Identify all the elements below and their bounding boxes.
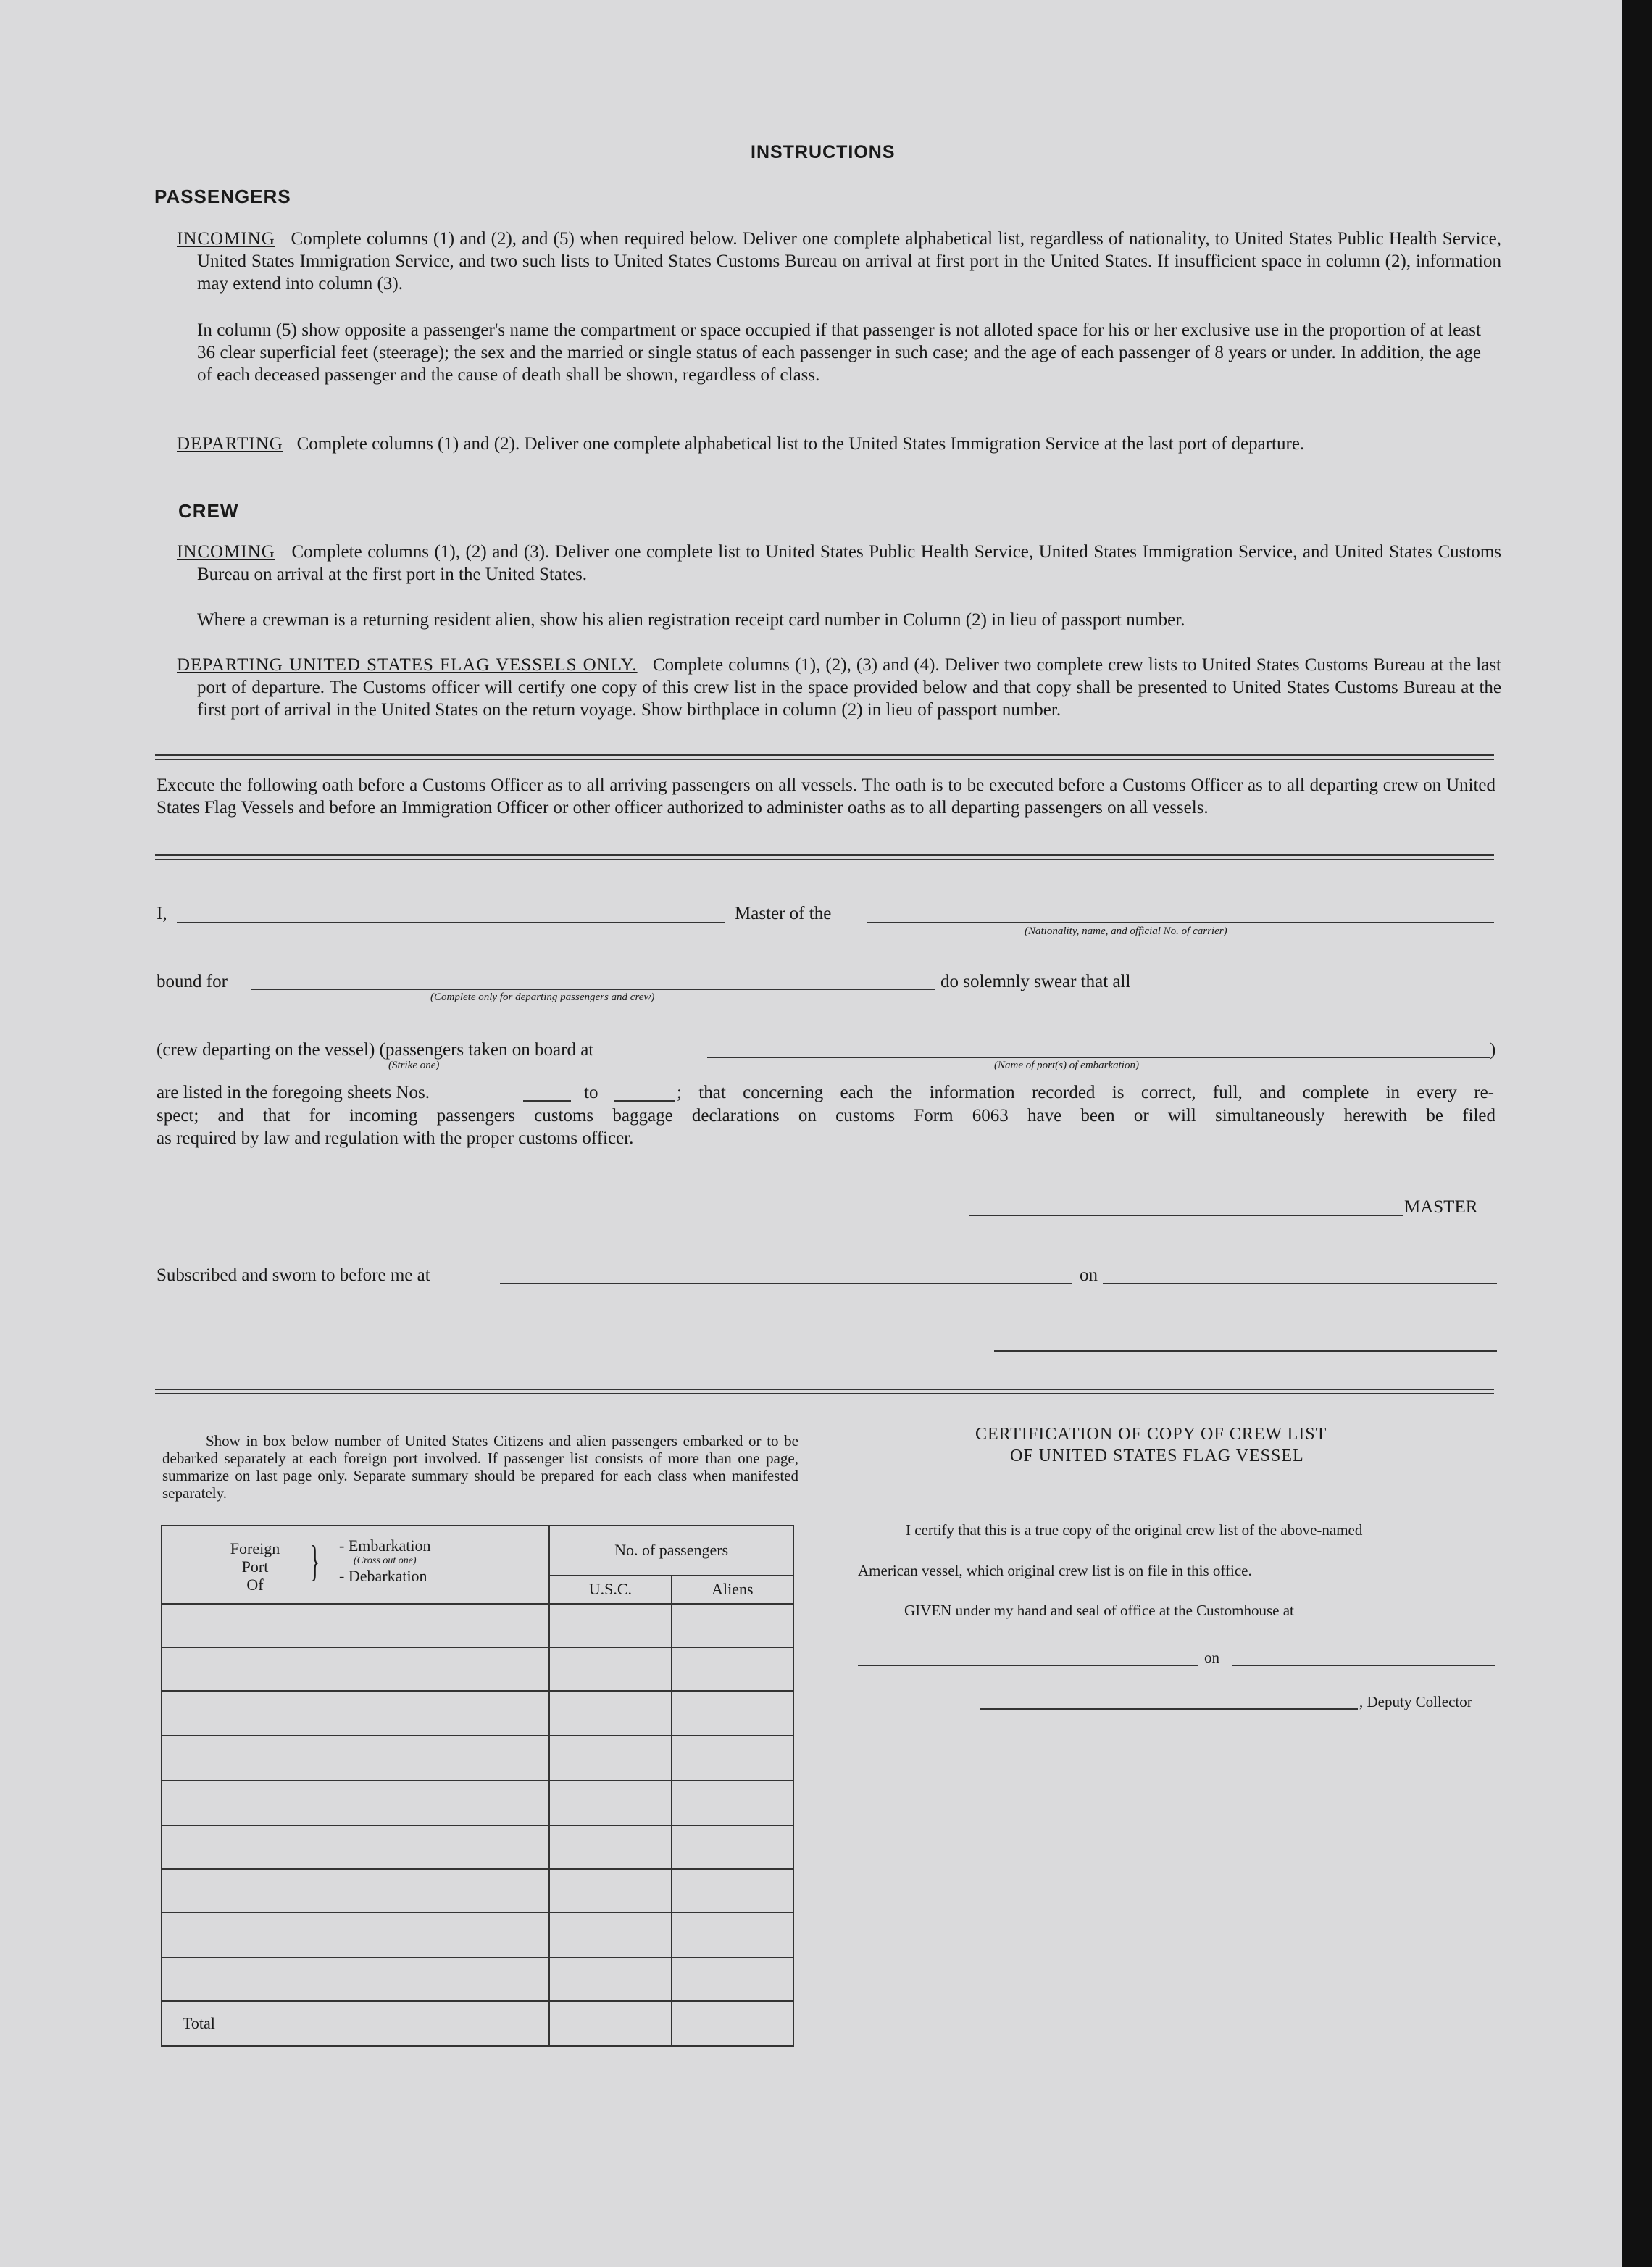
deputy-collector-label: , Deputy Collector (1359, 1693, 1472, 1710)
embarkation-field[interactable] (707, 1057, 1490, 1058)
certification-line-3: GIVEN under my hand and seal of office at the Customhouse at (904, 1602, 1294, 1619)
aliens-cell[interactable] (672, 1913, 793, 1958)
port-cell[interactable] (162, 1781, 549, 1826)
aliens-total-cell[interactable] (672, 2001, 793, 2046)
passenger-summary-table (161, 1525, 794, 2047)
crew-incoming-text: Complete columns (1), (2) and (3). Deliver one complete list to United States Public Health Service, United States Immigration Service, and United States Customs Bureau on arrival at the first port in the United States. (197, 542, 1502, 584)
subscribed-label: Subscribed and sworn to before me at (157, 1265, 430, 1285)
usc-header: U.S.C. (549, 1576, 671, 1604)
crew-departing-paragraph (177, 654, 1501, 721)
no-passengers-header: No. of passengers (549, 1526, 793, 1576)
total-label: Total (162, 2001, 549, 2046)
certification-line-1: I certify that this is a true copy of the original crew list of the above-named (906, 1521, 1363, 1539)
summary-instructions: Show in box below number of United States Citizens and alien passengers embarked or to be debarked separately at each foreign port involved. If passenger list consists of more than one page, summarize on last page only. Separate summary should be prepared for each class when manifested separately. (162, 1432, 798, 1502)
certification-date-field[interactable] (1232, 1665, 1495, 1666)
usc-cell[interactable] (549, 1869, 671, 1913)
aliens-cell[interactable] (672, 1691, 793, 1736)
port-cell[interactable] (162, 1913, 549, 1958)
listed-text-a: are listed in the foregoing sheets Nos. (157, 1083, 430, 1102)
usc-cell[interactable] (549, 1913, 671, 1958)
port-cell[interactable] (162, 1869, 549, 1913)
passengers-incoming-text: Complete columns (1) and (2), and (5) when required below. Deliver one complete alphabetical list, regardless of nationality, to United States Public Health Service, United States Immigration Service, and two such lists to United States Customs Bureau on arrival at first port in the United States. If insufficient space in column (2), information may extend into column (3). (197, 229, 1502, 294)
usc-cell[interactable] (549, 1604, 671, 1647)
master-signature-field[interactable] (969, 1215, 1403, 1216)
passengers-incoming-label: INCOMING (177, 229, 275, 249)
table-row (162, 1691, 793, 1736)
table-row (162, 1647, 793, 1691)
listed-text-d: as required by law and regulation with the proper customs officer. (157, 1128, 634, 1148)
oath-intro: Execute the following oath before a Customs Officer as to all arriving passengers on all vessels. The oath is to be executed before a Customs Officer as to all departing crew on United States Flag Vessels and before an Immigration Officer or other officer authorized to administer oaths as to all departing passengers on all vessels. (157, 775, 1495, 818)
master-name-field[interactable] (177, 922, 725, 923)
usc-cell[interactable] (549, 1691, 671, 1736)
carrier-caption: (Nationality, name, and official No. of carrier) (1025, 925, 1227, 937)
aliens-header: Aliens (672, 1576, 793, 1604)
certification-on-label: on (1204, 1649, 1219, 1666)
passengers-departing-label: DEPARTING (177, 434, 283, 454)
oath-i-label: I, (157, 904, 167, 923)
master-of-the-label: Master of the (735, 904, 832, 923)
aliens-cell[interactable] (672, 1604, 793, 1647)
usc-cell[interactable] (549, 1781, 671, 1826)
sheet-to-field[interactable] (614, 1100, 675, 1102)
crew-departing-label: DEPARTING UNITED STATES FLAG VESSELS ONLY. (177, 655, 638, 675)
listed-to: to (584, 1083, 598, 1102)
crew-heading: CREW (178, 500, 239, 522)
certification-line-2: American vessel, which original crew list is on file in this office. (858, 1562, 1252, 1579)
port-label: Port (241, 1557, 269, 1576)
table-row (162, 1826, 793, 1869)
debarkation-option[interactable]: - Debarkation (339, 1567, 427, 1585)
of-label: Of (246, 1576, 264, 1594)
customhouse-field[interactable] (858, 1665, 1198, 1666)
embarkation-option[interactable]: - Embarkation (339, 1536, 431, 1555)
usc-cell[interactable] (549, 1736, 671, 1781)
bound-for-field[interactable] (251, 989, 935, 990)
listed-text-c: spect; and that for incoming passengers customs baggage declarations on customs Form 6063 have been or will simultaneously herewith be filed (157, 1106, 1495, 1126)
sheet-from-field[interactable] (523, 1100, 571, 1102)
total-row (162, 2001, 793, 2046)
crew-incoming-paragraph (177, 541, 1501, 586)
carrier-field[interactable] (867, 922, 1494, 923)
passengers-departing-text: Complete columns (1) and (2). Deliver one complete alphabetical list to the United States Immigration Service at the last port of departure. (296, 434, 1305, 454)
passengers-departing-paragraph (177, 433, 1501, 455)
scan-border (1622, 0, 1652, 2267)
table-row (162, 1604, 793, 1647)
sworn-on-label: on (1080, 1265, 1098, 1285)
table-row (162, 1913, 793, 1958)
crew-departing-label: (crew departing on the vessel) (passengers taken on board at (157, 1040, 594, 1060)
table-row (162, 1869, 793, 1913)
strike-caption: (Strike one) (388, 1060, 440, 1071)
aliens-cell[interactable] (672, 1958, 793, 2001)
crew-resident-paragraph: Where a crewman is a returning resident alien, show his alien registration receipt card number in Column (2) in lieu of passport number. (197, 610, 1185, 630)
crew-departing-text: Complete columns (1), (2), (3) and (4). Deliver two complete crew lists to United States Customs Bureau at the last port of departure. The Customs officer will certify one copy of this crew list in the space provided below and that copy shall be presented to United States Customs Bureau at the first port of arrival in the United States on the return voyage. Show birthplace in column (2) in lieu of passport number. (197, 655, 1502, 720)
aliens-cell[interactable] (672, 1647, 793, 1691)
port-cell[interactable] (162, 1604, 549, 1647)
port-cell[interactable] (162, 1736, 549, 1781)
usc-cell[interactable] (549, 1958, 671, 2001)
aliens-cell[interactable] (672, 1869, 793, 1913)
swear-label: do solemnly swear that all (940, 972, 1131, 991)
port-cell[interactable] (162, 1826, 549, 1869)
port-cell[interactable] (162, 1691, 549, 1736)
table-row (162, 1958, 793, 2001)
officer-signature-field[interactable] (994, 1350, 1497, 1352)
instructions-title: INSTRUCTIONS (751, 142, 896, 162)
usc-total-cell[interactable] (549, 2001, 671, 2046)
sworn-date-field[interactable] (1103, 1283, 1497, 1284)
divider (155, 1389, 1494, 1394)
aliens-cell[interactable] (672, 1736, 793, 1781)
foreign-label: Foreign (230, 1539, 280, 1557)
listed-text-b: ; that concerning each the information recorded is correct, full, and complete in every re- (677, 1083, 1494, 1102)
divider (155, 754, 1494, 760)
aliens-cell[interactable] (672, 1826, 793, 1869)
cross-out-note: (Cross out one) (354, 1555, 417, 1566)
brace-icon: } (309, 1537, 320, 1585)
usc-cell[interactable] (549, 1647, 671, 1691)
bound-for-label: bound for (157, 972, 228, 991)
table-row (162, 1781, 793, 1826)
aliens-cell[interactable] (672, 1781, 793, 1826)
sworn-place-field[interactable] (500, 1283, 1072, 1284)
table-header-row (162, 1526, 793, 1576)
table-row (162, 1736, 793, 1781)
close-paren: ) (1490, 1040, 1496, 1060)
passengers-column5-paragraph: In column (5) show opposite a passenger's name the compartment or space occupied if that passenger is not alloted space for his or her exclusive use in the proportion of at least 36 clear superficial feet (steerage); the sex and the married or single status of each passenger in such case; and the age of each passenger of 8 years or under. In addition, the age of each deceased passenger and the cause of death shall be shown, regardless of class. (197, 320, 1481, 385)
port-cell[interactable] (162, 1647, 549, 1691)
passengers-incoming-paragraph (177, 228, 1501, 295)
divider (155, 854, 1494, 860)
certification-title-2: OF UNITED STATES FLAG VESSEL (1010, 1447, 1304, 1465)
passengers-heading: PASSENGERS (154, 186, 291, 207)
certification-title-1: CERTIFICATION OF COPY OF CREW LIST (975, 1425, 1327, 1444)
master-label: MASTER (1404, 1197, 1478, 1217)
bound-for-caption: (Complete only for departing passengers and crew) (430, 991, 655, 1003)
crew-incoming-label: INCOMING (177, 542, 275, 562)
deputy-signature-field[interactable] (980, 1708, 1358, 1710)
embarkation-caption: (Name of port(s) of embarkation) (994, 1060, 1139, 1071)
usc-cell[interactable] (549, 1826, 671, 1869)
port-cell[interactable] (162, 1958, 549, 2001)
